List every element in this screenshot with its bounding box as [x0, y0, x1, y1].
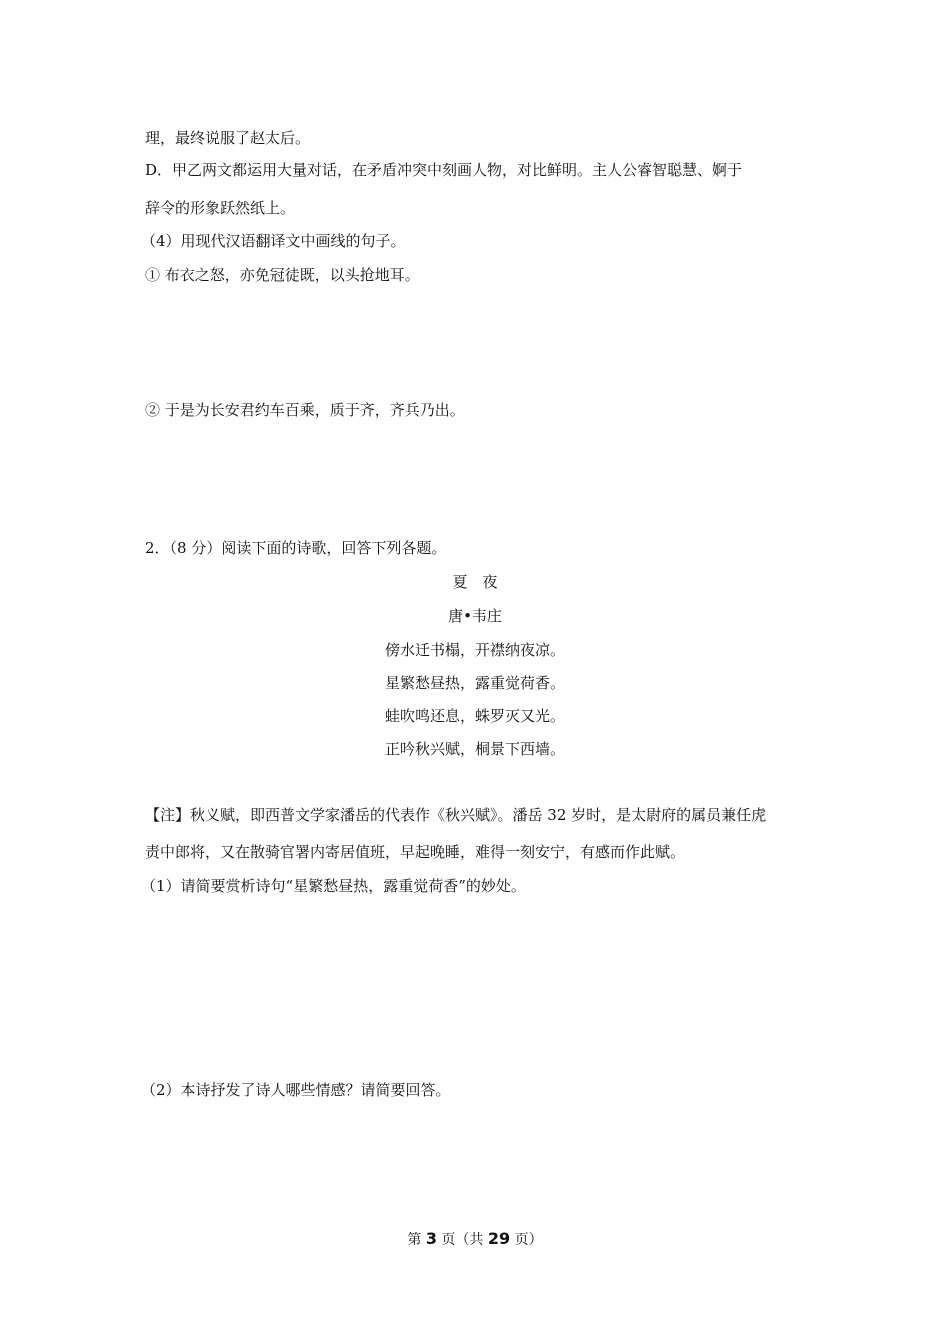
poem-note-line-1: 【注】秋义赋，即西普文学家潘岳的代表作《秋兴赋》。潘岳 32 岁时，是太尉府的属员兼任虎	[145, 806, 767, 824]
question-2-1-prompt: （1）请简要赏析诗句“星繁愁昼热，露重觉荷香”的妙处。	[141, 877, 526, 895]
option-d-line-1: D．甲乙两文都运用大量对话，在矛盾冲突中刻画人物，对比鲜明。主人公睿智聪慧、婀于	[145, 161, 743, 179]
option-d-line-2: 辞令的形象跃然纸上。	[145, 199, 296, 217]
question-2-header: 2．（8 分）阅读下面的诗歌，回答下列各题。	[145, 539, 447, 557]
total-page-count: 29	[487, 1229, 511, 1248]
footer-middle: 页（共	[436, 1232, 488, 1248]
question-2-2-prompt: （2）本诗抒发了诗人哪些情感？请简要回答。	[141, 1081, 451, 1099]
page-footer	[0, 1229, 950, 1250]
footer-suffix: 页）	[510, 1232, 543, 1248]
footer-prefix: 第	[407, 1232, 426, 1248]
poem-author: 唐•韦庄	[448, 607, 502, 625]
poem-line-4: 正吟秋兴赋，桐景下西墙。	[384, 740, 565, 758]
question-4-item-1: ① 布衣之怒，亦免冠徒既，以头抢地耳。	[145, 266, 420, 284]
poem-line-1: 傍水迁书榻，开襟纳夜凉。	[384, 641, 565, 659]
question-4-prompt: （4）用现代汉语翻译文中画线的句子。	[141, 232, 406, 250]
current-page-number: 3	[425, 1229, 437, 1248]
poem-note-line-2: 责中郎将，又在散骑官署内寄居值班，早起晚睡，难得一刻安宁，有感而作此赋。	[145, 843, 686, 861]
poem-title: 夏 夜	[452, 573, 498, 591]
poem-line-3: 蛙吹鸣还息，蛛罗灭又光。	[384, 707, 565, 725]
poem-line-2: 星繁愁昼热，露重觉荷香。	[384, 674, 565, 692]
question-4-item-2: ② 于是为长安君约车百乘，质于齐，齐兵乃出。	[145, 401, 465, 419]
text-line-continuation: 理，最终说服了赵太后。	[145, 129, 311, 147]
